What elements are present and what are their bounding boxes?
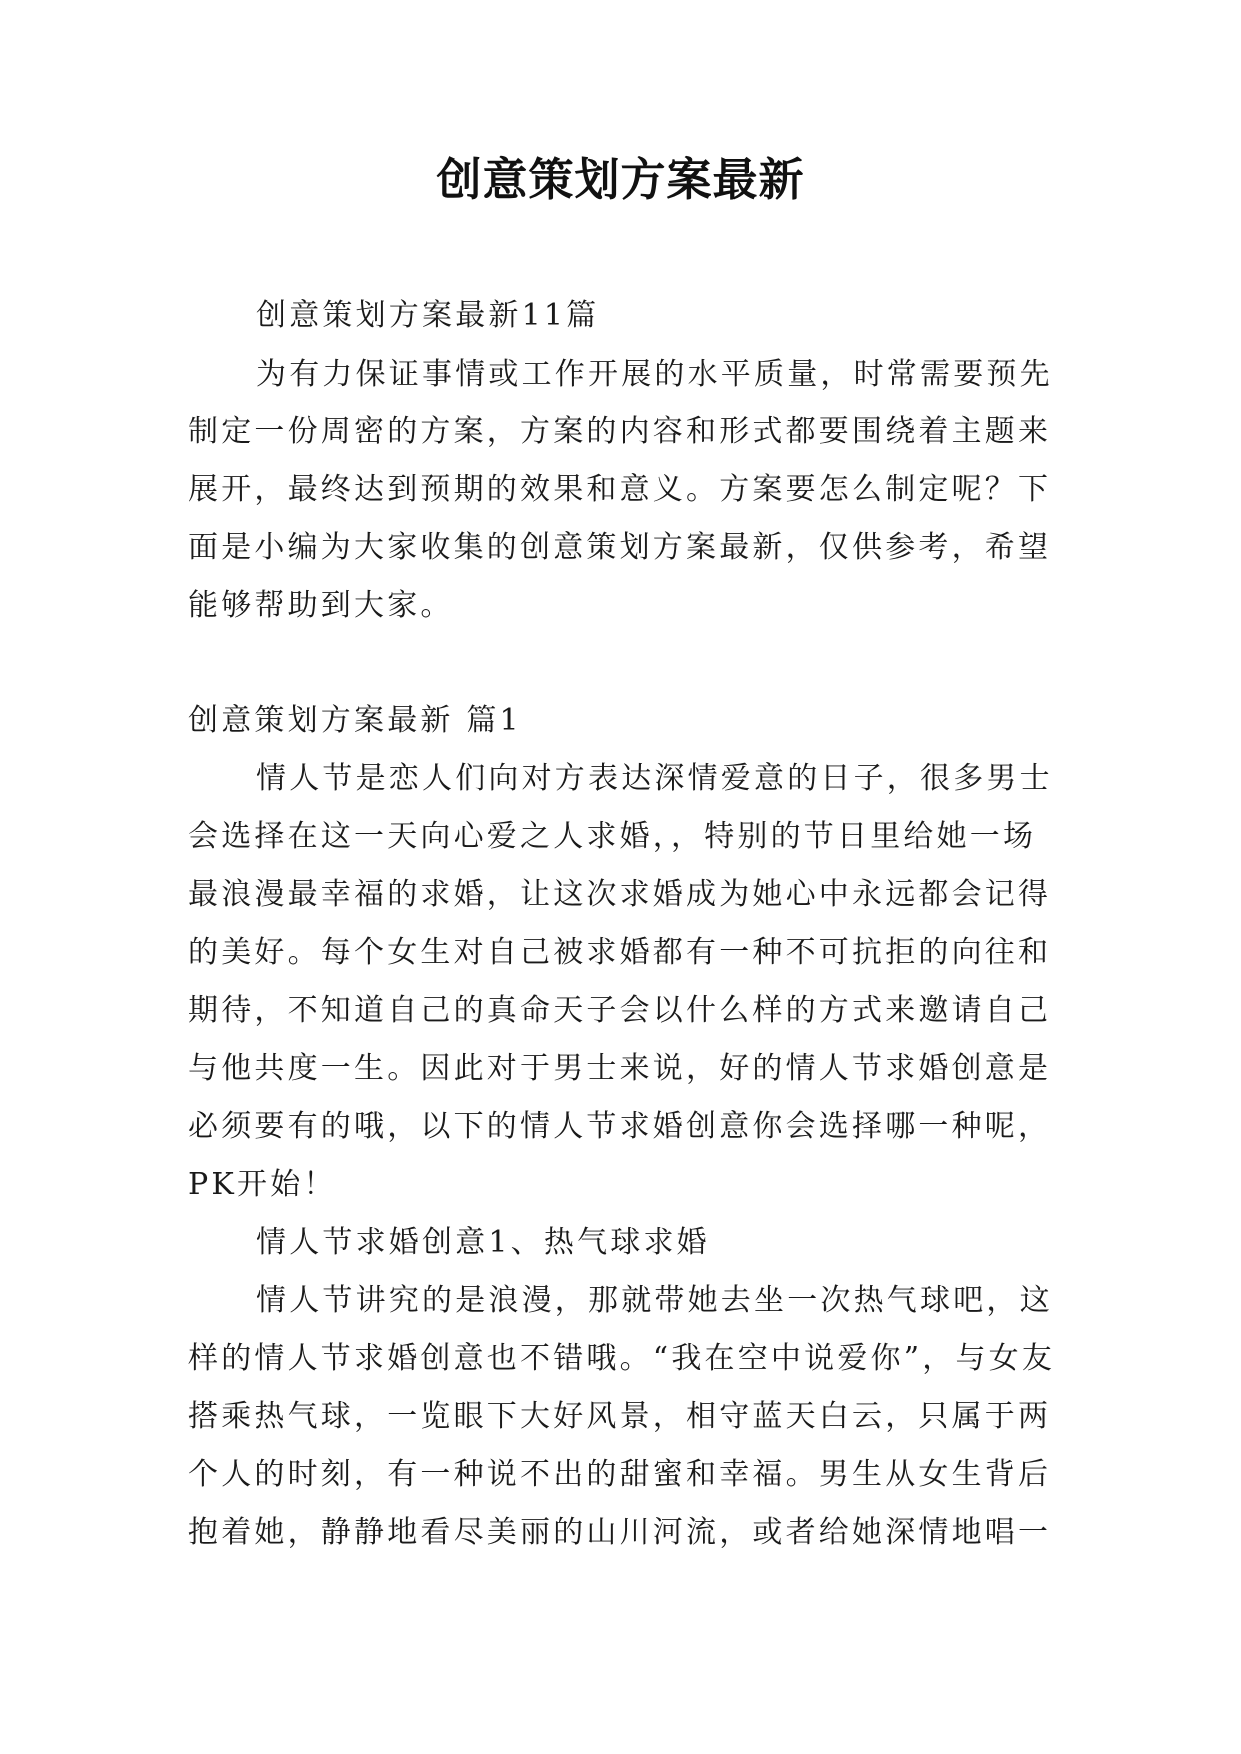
subheading-line: 情人节求婚创意1、热气球求婚 [256, 1225, 710, 1260]
paragraph-line: 面是小编为大家收集的创意策划方案最新，仅供参考，希望 [188, 530, 1052, 565]
paragraph-line: 情人节讲究的是浪漫，那就带她去坐一次热气球吧，这 [256, 1283, 1053, 1318]
paragraph-line: 与他共度一生。因此对于男士来说，好的情人节求婚创意是 [188, 1051, 1052, 1086]
paragraph-line: 展开，最终达到预期的效果和意义。方案要怎么制定呢？下 [188, 472, 1052, 507]
section-heading: 创意策划方案最新 篇1 [188, 703, 522, 738]
paragraph-line: 抱着她，静静地看尽美丽的山川河流，或者给她深情地唱一 [188, 1515, 1052, 1550]
paragraph-line: 能够帮助到大家。 [188, 588, 454, 623]
paragraph-line: 样的情人节求婚创意也不错哦。“我在空中说爱你”，与女友 [188, 1341, 1056, 1376]
document-title: 创意策划方案最新 [436, 153, 805, 206]
paragraph-line: PK开始！ [188, 1167, 337, 1202]
subtitle-line: 创意策划方案最新11篇 [256, 298, 600, 333]
paragraph-line: 个人的时刻，有一种说不出的甜蜜和幸福。男生从女生背后 [188, 1457, 1052, 1492]
paragraph-line: 的美好。每个女生对自己被求婚都有一种不可抗拒的向往和 [188, 935, 1052, 970]
paragraph-line: 情人节是恋人们向对方表达深情爱意的日子，很多男士 [256, 761, 1053, 796]
paragraph-line: 会选择在这一天向心爱之人求婚，，特别的节日里给她一场 [188, 819, 1037, 854]
paragraph-line: 最浪漫最幸福的求婚，让这次求婚成为她心中永远都会记得 [188, 877, 1052, 912]
paragraph-line: 期待，不知道自己的真命天子会以什么样的方式来邀请自己 [188, 993, 1052, 1028]
paragraph-line: 必须要有的哦，以下的情人节求婚创意你会选择哪一种呢， [188, 1109, 1052, 1144]
paragraph-line: 搭乘热气球，一览眼下大好风景，相守蓝天白云，只属于两 [188, 1399, 1052, 1434]
paragraph-line: 制定一份周密的方案，方案的内容和形式都要围绕着主题来 [188, 414, 1052, 449]
paragraph-line: 为有力保证事情或工作开展的水平质量，时常需要预先 [256, 357, 1053, 392]
